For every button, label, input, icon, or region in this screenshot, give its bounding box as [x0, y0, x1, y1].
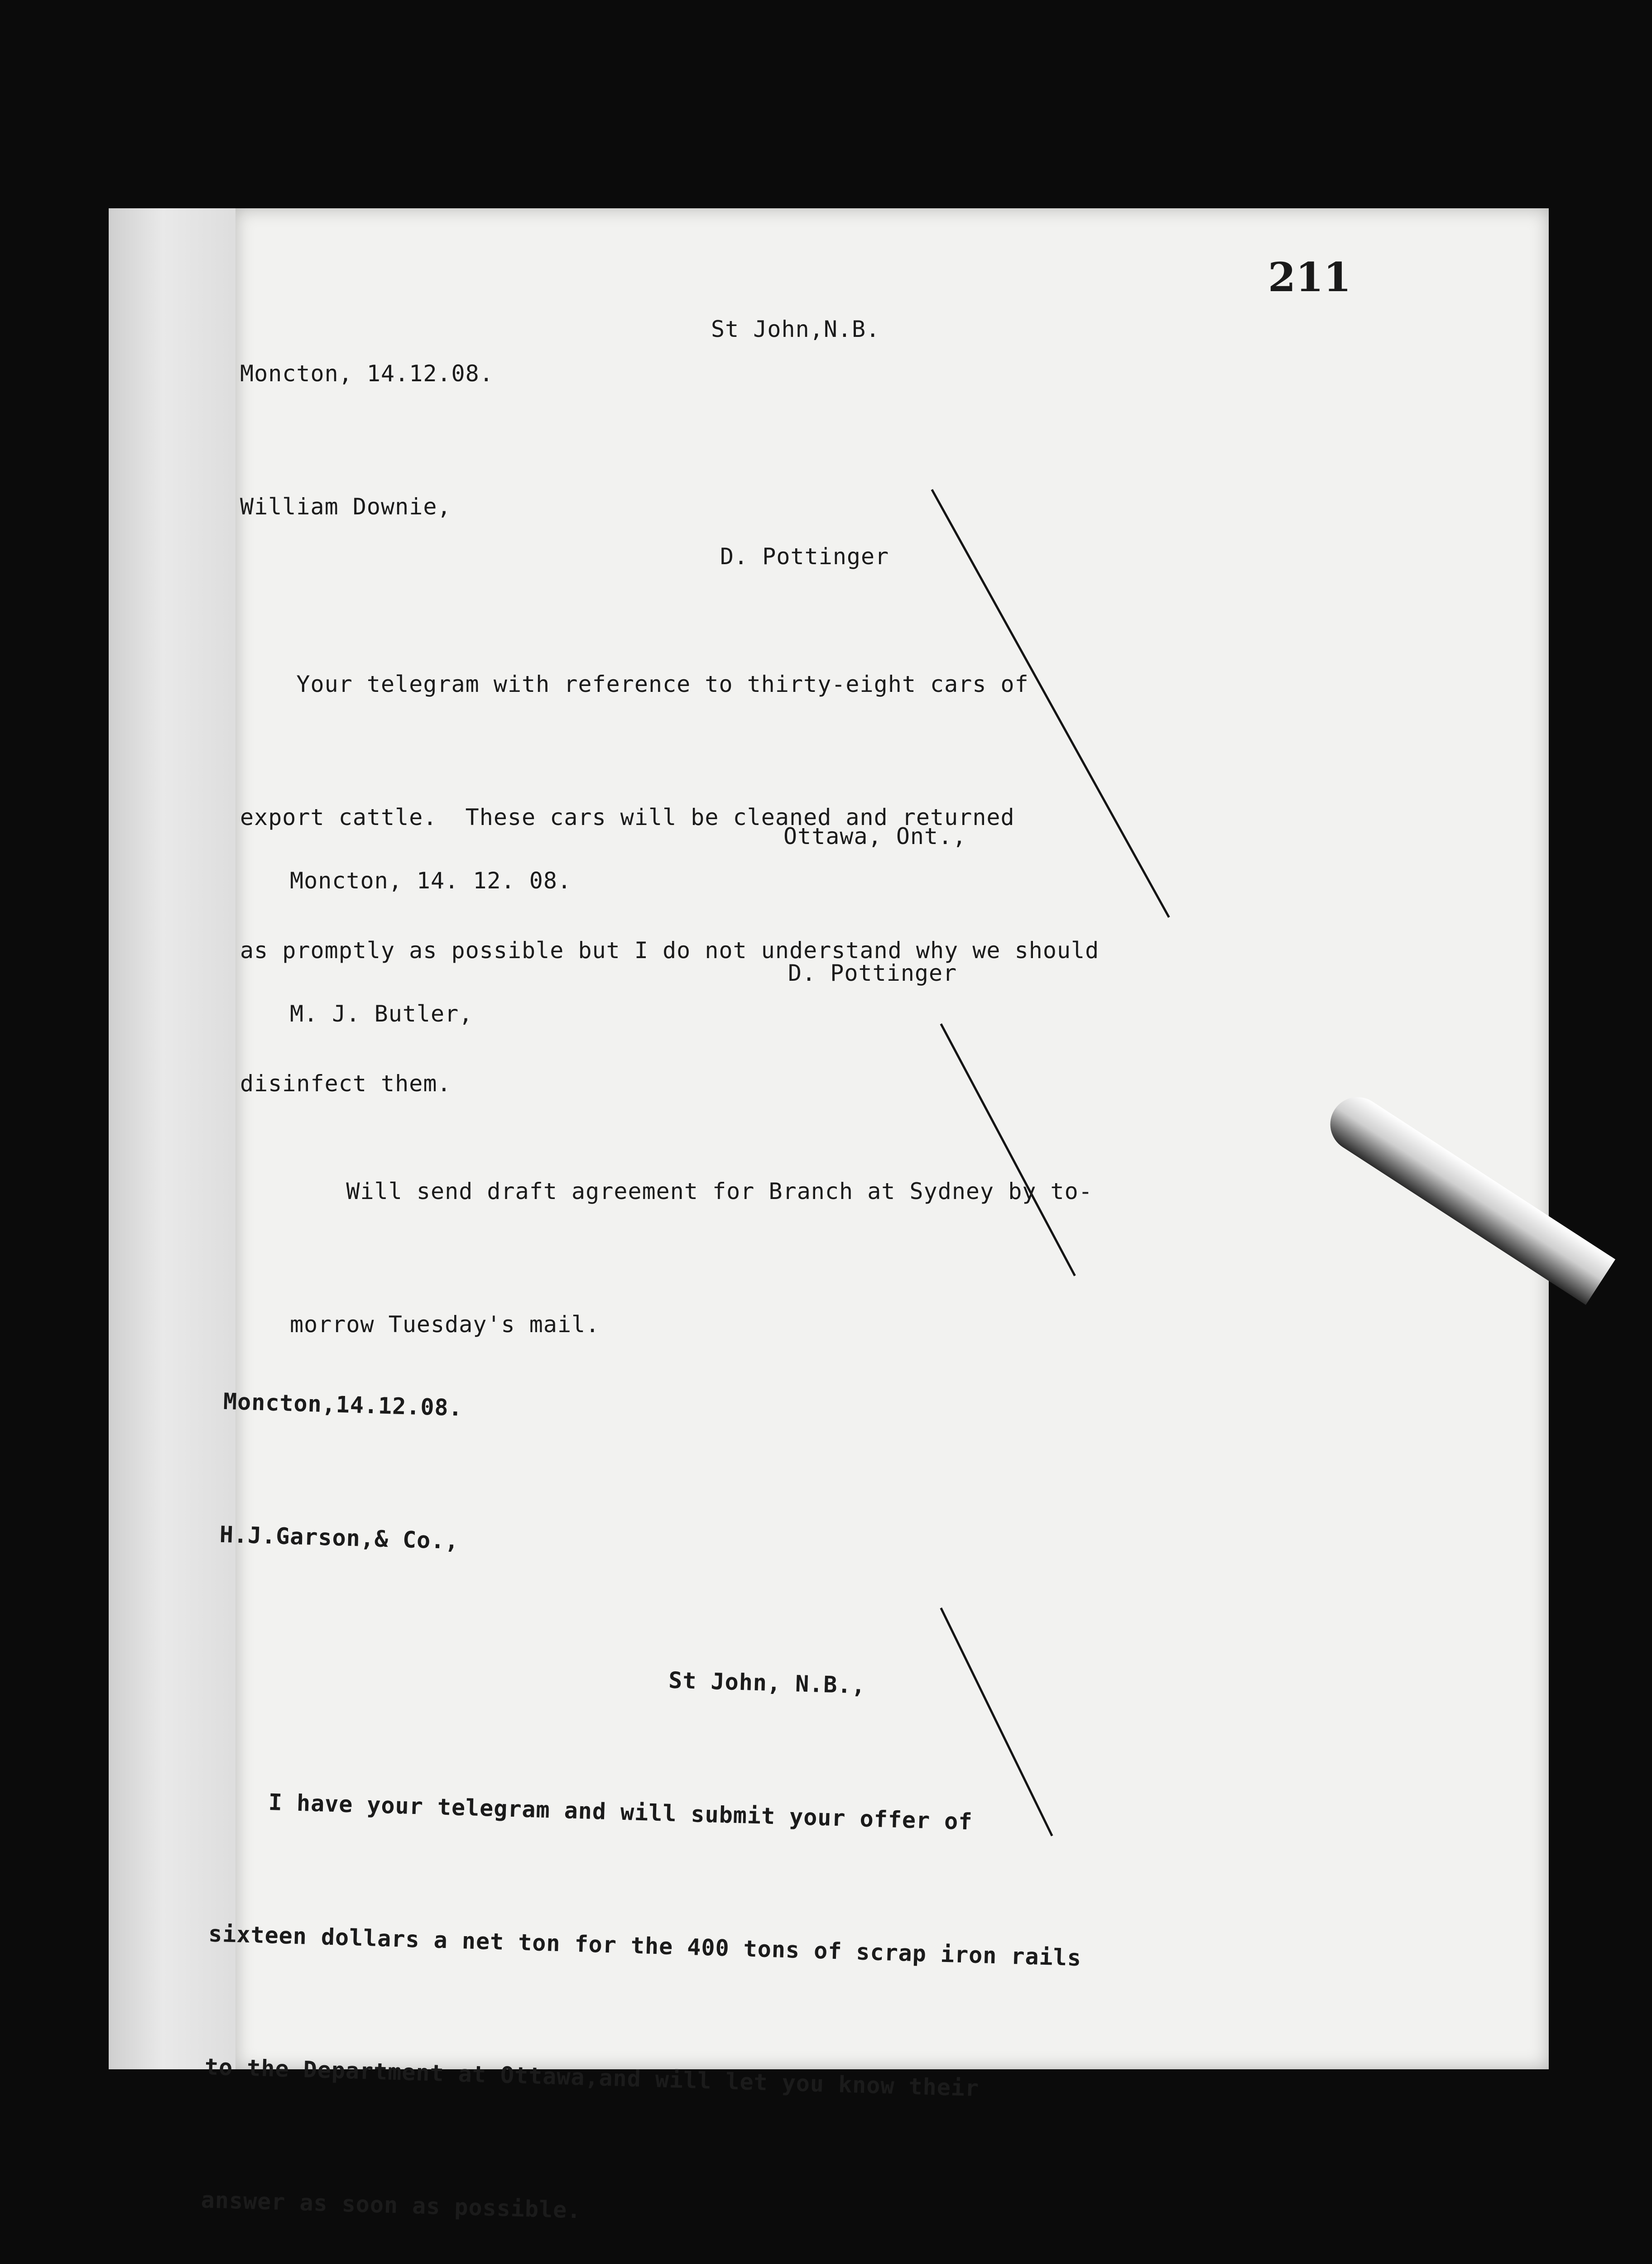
telegram-signature: D. Pottinger	[720, 543, 889, 570]
telegram-place-date: Moncton,14.12.08.	[223, 1388, 463, 1421]
telegram-body-line: as promptly as possible but I do not understand why we should	[240, 937, 1100, 964]
telegram-recipient: William Downie,	[240, 494, 451, 520]
telegram-destination: Ottawa, Ont.,	[783, 823, 967, 849]
telegram-place-date: Moncton, 14. 12. 08.	[290, 868, 572, 894]
telegram-destination: St John,N.B.	[711, 316, 880, 342]
telegram-body-line: I have your telegram and will submit your offer of	[211, 1787, 973, 1835]
telegram-body-line: export cattle. These cars will be cleaned and returned	[240, 804, 1015, 830]
telegram-body-line: disinfect them.	[240, 1070, 451, 1097]
telegram-signature: D. Pottinger	[788, 960, 957, 986]
telegram-3	[196, 1290, 1100, 2264]
telegram-body-line: morrow Tuesday's mail.	[290, 1311, 600, 1338]
telegram-body-line: sixteen dollars a net ton for the 400 tons of scrap iron rails	[208, 1920, 1082, 1971]
telegram-body-line: Your telegram with reference to thirty-eight cars of	[240, 671, 1029, 697]
page-number: 211	[1268, 254, 1351, 301]
telegram-place-date: Moncton, 14.12.08.	[240, 360, 494, 387]
telegram-body-line: to the Department at Ottawa,and will let you know their	[204, 2053, 980, 2102]
telegram-recipient: M. J. Butler,	[290, 1001, 473, 1027]
telegram-destination: St John, N.B.,	[668, 1667, 866, 1699]
telegram-body-line: Will send draft agreement for Branch at Sydney by to-	[290, 1178, 1093, 1204]
telegram-recipient: H.J.Garson,& Co.,	[219, 1521, 460, 1554]
telegram-body-line: answer as soon as possible.	[201, 2187, 582, 2224]
